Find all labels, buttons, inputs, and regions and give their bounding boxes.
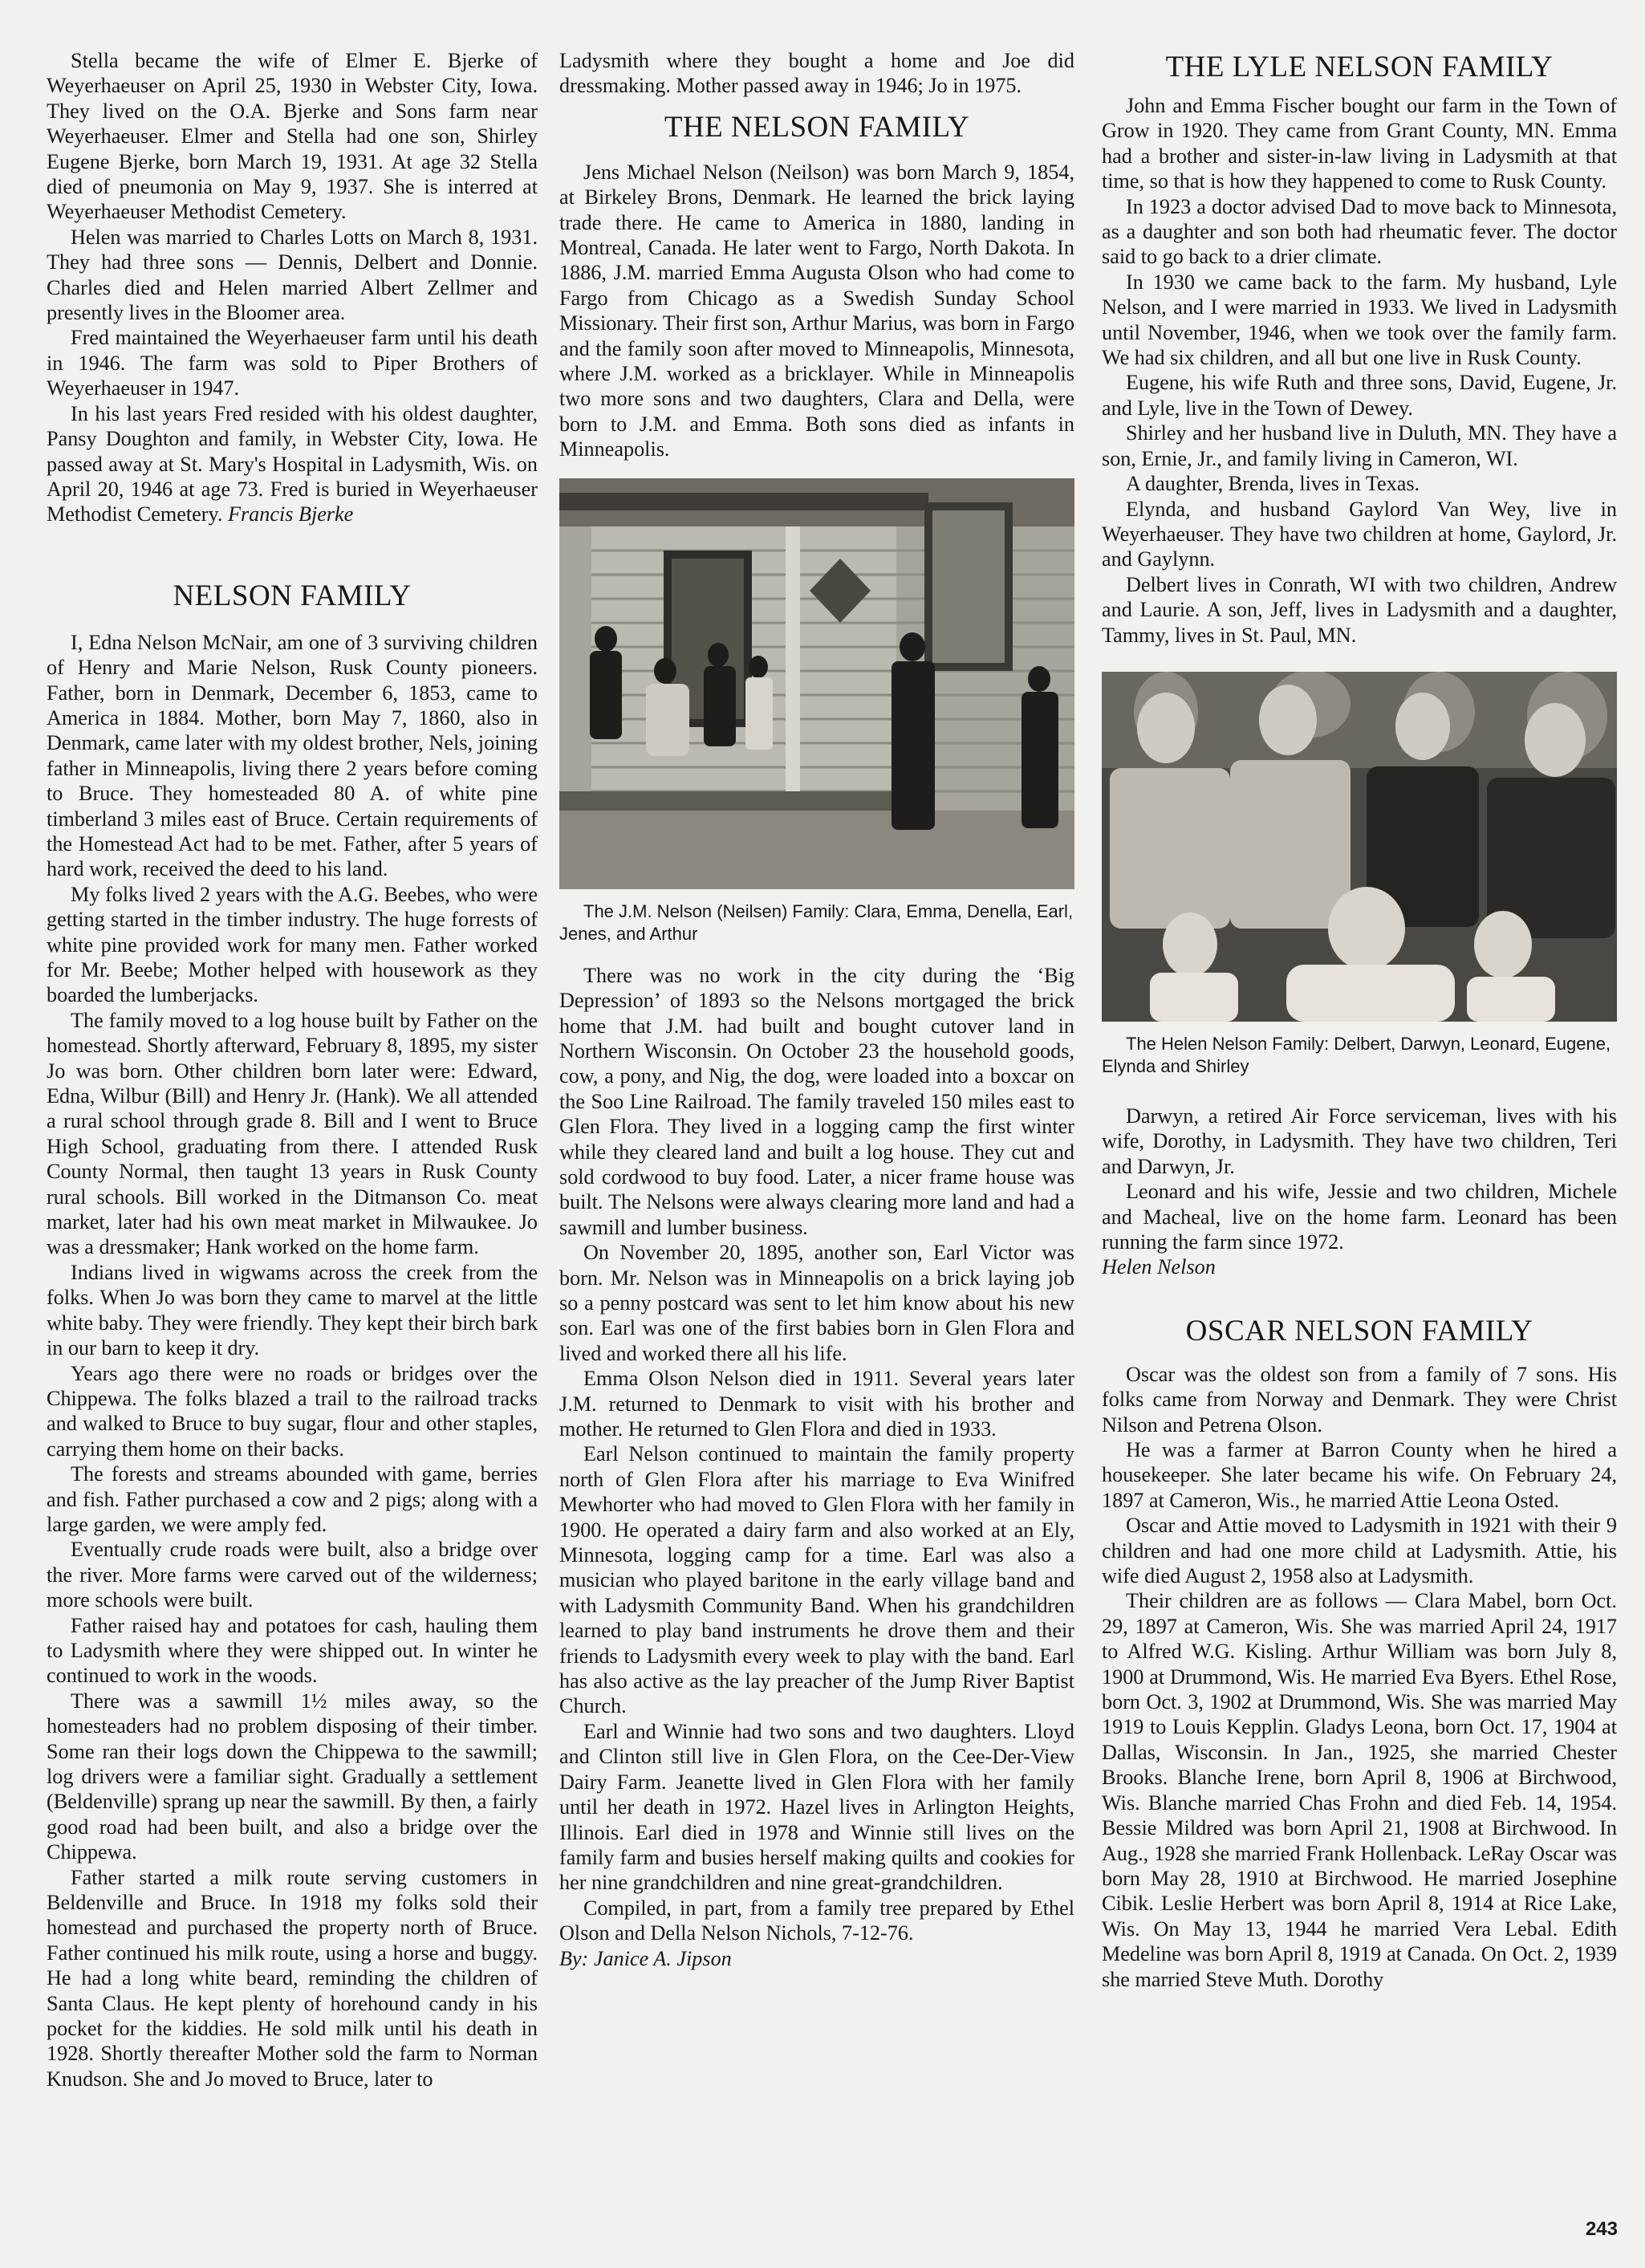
paragraph: Father raised hay and potatoes for cash, hauling them to Ladysmith where they were shipped out. In winter he continued to work in the woods. — [47, 1613, 538, 1688]
paragraph: Oscar and Attie moved to Ladysmith in 1921 with their 9 children and had one more child at Ladysmith. Attie, his wife died August 2, 1958 also at Ladysmith. — [1102, 1514, 1617, 1588]
paragraph: Indians lived in wigwams across the creek from the folks. When Jo was born they came to marvel at the little white baby. They were friendly. They kept their birch bark in our barn to keep it dry. — [47, 1260, 538, 1360]
paragraph: Oscar was the oldest son from a family of 7 sons. His folks came from Norway and Denmark. They were Christ Nilson and Petrena Olson. — [1102, 1362, 1617, 1437]
paragraph: There was no work in the city during the ‘Big Depression’ of 1893 so the Nelsons mortgaged the brick home that J.M. had built and bought cutover land in Northern Wisconsin. On October 23 the household goods, cow, a pony, and Nig, the dog, were loaded into a boxcar on the Soo Line Railroad. The family traveled 150 miles east to Glen Flora. They lived in a logging camp the first winter while they cleared land and built a log house. They cut and sold cordwood to buy food. Later, a nicer frame house was built. The Nelsons were always clearing more land and had a sawmill and lumber business. — [559, 963, 1074, 1239]
column-3 — [1102, 50, 1617, 1992]
paragraph: Earl and Winnie had two sons and two daughters. Lloyd and Clinton still live in Glen Flora, on the Cee-Der-View Dairy Farm. Jeanette lived in Glen Flora with her family until her death in 1972. Hazel lives in Arlington Heights, Illinois. Earl died in 1978 and Winnie still lives on the family farm and busies herself making quilts and cookies for her nine grandchildren and nine great-grandchildren. — [559, 1719, 1074, 1895]
signature: Helen Nelson — [1102, 1255, 1216, 1279]
paragraph: Shirley and her husband live in Duluth, MN. They have a son, Ernie, Jr., and family living in Cameron, WI. — [1102, 421, 1617, 470]
page-number: 243 — [1585, 2218, 1618, 2240]
paragraph: In 1930 we came back to the farm. My husband, Lyle Nelson, and I were married in 1933. We lived in Ladysmith until November, 1946, when we took over the family farm. We had six children, and all but one live in Rusk County. — [1102, 270, 1617, 370]
photo-illustration — [559, 478, 1074, 889]
paragraph: My folks lived 2 years with the A.G. Beebes, who were getting started in the timber industry. The huge forrests of white pine provided work for many men. Father worked for Mr. Beebe; Mother helped with housework as they boarded the lumberjacks. — [47, 882, 538, 1007]
paragraph: I, Edna Nelson McNair, am one of 3 surviving children of Henry and Marie Nelson, Rusk County pioneers. Father, born in Denmark, December 6, 1853, came to America in 1884. Mother, born May 7, 1860, also in Denmark, came later with my oldest brother, Nels, joining father in Minneapolis, living there 2 years before coming to Bruce. They homesteaded 80 A. of white pine timberland 3 miles east of Bruce. Certain requirements of the Homestead Act had to be met. Father, after 5 years of hard work, received the deed to his land. — [47, 630, 538, 881]
section-heading-nelson-family: NELSON FAMILY — [173, 579, 412, 612]
paragraph: The forests and streams abounded with game, berries and fish. Father purchased a cow and 2 pigs; along with a large garden, we were amply fed. — [47, 1462, 538, 1536]
paragraph: Stella became the wife of Elmer E. Bjerke of Weyerhaeuser on April 25, 1930 in Webster City, Iowa. They lived on the O.A. Bjerke and Sons farm near Weyerhaeuser. Elmer and Stella had one son, Shirley Eugene Bjerke, born March 19, 1931. At age 32 Stella died of pneumonia on May 9, 1937. She is interred at Weyerhaeuser Methodist Cemetery. — [47, 49, 538, 224]
paragraph: There was a sawmill 1½ miles away, so the homesteaders had no problem disposing of their timber. Some ran their logs down the Chippewa to the sawmill; log drivers were a familiar sight. Gradually a settlement (Beldenville) sprang up near the sawmill. By then, a fairly good road had been built, and also a bridge over the Chippewa. — [47, 1689, 538, 1864]
column-1 — [47, 48, 538, 2091]
paragraph: In 1923 a doctor advised Dad to move back to Minnesota, as a daughter and son both had rheumatic fever. The doctor said to go back to a drier climate. — [1102, 194, 1617, 269]
paragraph: Father started a milk route serving customers in Beldenville and Bruce. In 1918 my folks sold their homestead and purchased the property north of Bruce. Father continued his milk route, using a horse and buggy. He had a long white beard, reminding the children of Santa Claus. He kept plenty of horehound candy in his pocket for the kiddies. He sold milk until his death in 1928. Shortly thereafter Mother sold the farm to Norman Knudson. She and Jo moved to Bruce, later to — [47, 1865, 538, 2091]
paragraph: Jens Michael Nelson (Neilson) was born March 9, 1854, at Birkeley Brons, Denmark. He learned the brick laying trade there. He came to America in 1880, landing in Montreal, Canada. He later went to Fargo, North Dakota. In 1886, J.M. married Emma Augusta Olson who had come to Fargo from Chicago as a Swedish Sunday School Missionary. Their first son, Arthur Marius, was born in Fargo and the family soon after moved to Minneapolis, Minnesota, where J.M. worked as a bricklayer. While in Minneapolis two more sons and two daughters, Clara and Della, were born to J.M. and Emma. Both sons died as infants in Minneapolis. — [559, 160, 1074, 461]
signature: By: Janice A. Jipson — [559, 1946, 732, 1970]
paragraph: Eugene, his wife Ruth and three sons, David, Eugene, Jr. and Lyle, live in the Town of Dewey. — [1102, 371, 1617, 420]
paragraph: A daughter, Brenda, lives in Texas. — [1126, 472, 1420, 496]
paragraph: Compiled, in part, from a family tree prepared by Ethel Olson and Della Nelson Nichols, 7-12-76. — [559, 1896, 1074, 1945]
paragraph: Earl Nelson continued to maintain the family property north of Glen Flora after his marriage to Eva Winifred Mewhorter who had moved to Glen Flora with her family in 1900. He operated a dairy farm and also worked at an Ely, Minnesota, logging camp for a time. Earl was also a musician who played baritone in the early village band and with Ladysmith Community Band. When his grandchildren learned to play band instruments he drove them and their friends to Ladysmith every week to play with the band. Earl has also active as the lay preacher of the Jump River Baptist Church. — [559, 1442, 1074, 1718]
paragraph: Darwyn, a retired Air Force serviceman, lives with his wife, Dorothy, in Ladysmith. They have two children, Teri and Darwyn, Jr. — [1102, 1104, 1617, 1178]
paragraph-continued: Ladysmith where they bought a home and Joe did dressmaking. Mother passed away in 1946; Jo in 1975. — [559, 49, 1074, 98]
paragraph: Eventually crude roads were built, also a bridge over the river. More farms were carved out of the wilderness; more schools were built. — [47, 1538, 538, 1612]
paragraph: Their children are as follows — Clara Mabel, born Oct. 29, 1897 at Cameron, Wis. She was married April 24, 1917 to Alfred W.G. Kisling. Arthur William was born July 8, 1900 at Drummond, Wis. He married Eva Byers. Ethel Rose, born Oct. 3, 1902 at Drummond, Wis. She was married May 1919 to Louis Kepplin. Gladys Leona, born Oct. 17, 1904 at Dallas, Wisconsin. In Jan., 1925, she married Chester Brooks. Blanche Irene, born April 8, 1906 at Birchwood, Wis. Blanche married Chas Frohn and died Feb. 14, 1954. Bessie Mildred was born April 21, 1908 at Birchwood. In Aug., 1928 she married Frank Hollenback. LeRay Oscar was born May 28, 1910 at Birchwood. He married Josephine Cibik. Leslie Herbert was born April 8, 1914 at Rice Lake, Wis. On May 13, 1944 he married Vera Lebal. Edith Medeline was born April 8, 1919 at Canada. On Oct. 2, 1939 she married Steve Muth. Dorothy — [1102, 1589, 1617, 1991]
paragraph: Fred maintained the Weyerhaeuser farm until his death in 1946. The farm was sold to Piper Brothers of Weyerhaeuser in 1947. — [47, 326, 538, 400]
family-photo-jm-nelson — [559, 478, 1074, 889]
paragraph: The family moved to a log house built by Father on the homestead. Shortly afterward, February 8, 1895, my sister Jo was born. Other children born later were: Edward, Edna, Wilbur (Bill) and Henry Jr. (Hank). We all attended a rural school through grade 8. Bill and I went to Bruce High School, graduating from there. I attended Rusk County Normal, then taught 13 years in Rusk County rural schools. Bill worked in the Ditmanson Co. meat market, later had his own meat market in Milwaukee. Jo was a dressmaker; Hank worked on the home farm. — [47, 1008, 538, 1259]
paragraph: Years ago there were no roads or bridges over the Chippewa. The folks blazed a trail to the railroad tracks and walked to Bruce to buy sugar, flour and other staples, carrying them home on their backs. — [47, 1361, 538, 1461]
photo-illustration — [1102, 672, 1617, 1022]
paragraph: On November 20, 1895, another son, Earl Victor was born. Mr. Nelson was in Minneapolis on a brick laying job so a penny postcard was sent to let him know about his new son. Earl was one of the first babies born in Glen Flora and lived and worked there all his life. — [559, 1241, 1074, 1365]
paragraph: In his last years Fred resided with his oldest daughter, Pansy Doughton and family, in Webster City, Iowa. He passed away at St. Mary's Hospital in Ladysmith, Wis. on April 20, 1946 at age 73. Fred is buried in Weyerhaeuser Methodist Cemetery. Francis Bjerke — [47, 401, 538, 526]
paragraph: Delbert lives in Conrath, WI with two children, Andrew and Laurie. A son, Jeff, lives in Ladysmith and a daughter, Tammy, lives in St. Paul, MN. — [1102, 572, 1617, 647]
signature: Francis Bjerke — [227, 502, 354, 526]
paragraph: Elynda, and husband Gaylord Van Wey, live in Weyerhaeuser. They have two children at home, Gaylord, Jr. and Gaylynn. — [1102, 497, 1617, 571]
paragraph: He was a farmer at Barron County when he hired a housekeeper. She later became his wife. On February 24, 1897 at Cameron, Wis., he married Attie Leona Osted. — [1102, 1438, 1617, 1512]
section-heading-oscar-nelson-family: OSCAR NELSON FAMILY — [1185, 1314, 1533, 1347]
column-2 — [559, 48, 1074, 1971]
section-heading-the-nelson-family: THE NELSON FAMILY — [664, 110, 970, 144]
paragraph: Helen was married to Charles Lotts on March 8, 1931. They had three sons — Dennis, Delbert and Donnie. Charles died and Helen married Albert Zellmer and presently lives in the Bloomer area. — [47, 225, 538, 325]
section-heading-lyle-nelson-family: THE LYLE NELSON FAMILY — [1165, 51, 1554, 83]
family-photo-helen-nelson — [1102, 672, 1617, 1022]
photo-caption: The Helen Nelson Family: Delbert, Darwyn, Leonard, Eugene, Elynda and Shirley — [1102, 1033, 1611, 1076]
paragraph: Leonard and his wife, Jessie and two children, Michele and Macheal, live on the home farm. Leonard has been running the farm since 1972. — [1102, 1180, 1617, 1254]
photo-caption: The J.M. Nelson (Neilsen) Family: Clara, Emma, Denella, Earl, Jenes, and Arthur — [559, 900, 1074, 944]
paragraph: Emma Olson Nelson died in 1911. Several years later J.M. returned to Denmark to visit with his brother and mother. He returned to Glen Flora and died in 1933. — [559, 1367, 1074, 1441]
paragraph: John and Emma Fischer bought our farm in the Town of Grow in 1920. They came from Grant County, MN. Emma had a brother and sister-in-law living in Ladysmith at that time, so that is how they happened to come to Rusk County. — [1102, 94, 1617, 193]
